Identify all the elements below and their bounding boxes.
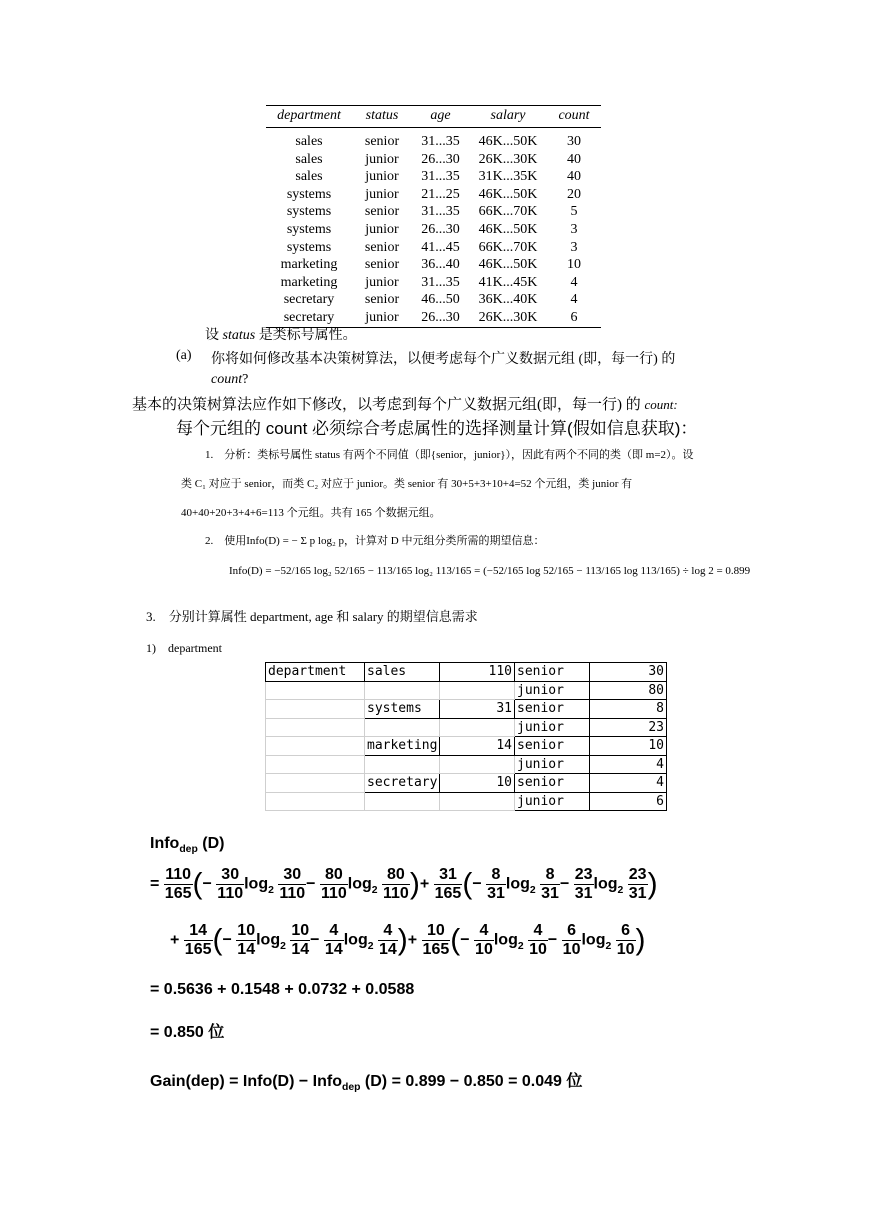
table-cell: secretary [365,774,440,793]
table-cell [266,792,365,811]
table-cell: department [266,663,365,682]
table-cell: systems [286,204,332,220]
table-cell: 4 [570,274,578,290]
table-cell: junior [515,755,590,774]
table-cell: 66K...70K [478,204,538,220]
table-cell: senior [364,257,400,273]
table-cell: 31...35 [421,274,460,290]
table-cell [365,755,440,774]
table-cell: 36...40 [421,257,460,273]
table-cell: systems [286,239,332,255]
step3-sub-department: 1) department [146,641,222,655]
gain-rest: (D) = 0.899 − 0.850 = 0.049 位 [360,1073,583,1090]
table-cell: 3 [570,239,578,255]
table-row [266,203,601,221]
frac: $\frac{10}{165}$ [422,922,450,958]
table-cell: junior [515,681,590,700]
note-text-2: 是类标号属性。 [255,328,357,343]
table-cell: 31 [440,700,515,719]
table-cell: 23 [590,718,667,737]
table-cell: 6 [547,309,601,327]
table-cell: 4 [590,774,667,793]
step1-line-a: 1. 分析：类标号属性 status 有两个不同值（即{senior，junior}），因此有两个不同的类（即 m=2）。设 [205,449,694,461]
table-row [266,151,601,169]
status-note [205,324,357,344]
generalized-data-table [266,105,601,328]
table-cell: marketing [280,257,338,273]
table-cell: 26...30 [412,309,469,327]
table-cell: junior [515,792,590,811]
table-cell [440,681,515,700]
frac: $\frac{80}{110}$ [320,866,347,902]
table-row [266,681,667,700]
table-cell [266,718,365,737]
table-row [266,663,667,682]
frac: $\frac{8}{31}$ [487,866,505,902]
infodep-formula-line-1: = $\frac{110}{165}$ (− $\frac{30}{110}$ $\log_2$ $\frac{30}{110}$ − $\frac{80}{110}$ $\log_2$ $\frac{80}{110}$ )+ $\frac{31}{165}$ (− $\frac{8}{31}$ $\log_2$ $\frac{8}{31}$ − $\frac{23}{31}$ $\log_2$ $\frac{23}{31}$ ) [150,866,658,902]
frac: $\frac{6}{10}$ [616,922,635,958]
infodep-text: Info [150,835,180,852]
step1-line-c: 40+40+20+3+4+6=113 个元组。共有 165 个数据元组。 [181,507,441,519]
table-cell: 46...50 [421,292,460,308]
table-cell: 26K...30K [469,309,547,327]
frac: $\frac{10}{14}$ [237,922,256,958]
table-cell [266,737,365,756]
frac: $\frac{4}{10}$ [529,922,547,958]
table-cell: 10 [567,257,581,273]
col-header-count: count [547,106,601,128]
table-row [266,221,601,239]
step3-heading: 3. 分别计算属性 department, age 和 salary 的期望信息需求 [146,609,478,624]
answer-count-em: count: [644,397,678,412]
answer-text: 基本的决策树算法应作如下修改，以考虑到每个广义数据元组(即，每一行) 的 [132,397,641,413]
table-cell [266,681,365,700]
table-cell: systems [286,221,332,237]
frac: $\frac{6}{10}$ [562,922,581,958]
table-cell: senior [515,737,590,756]
table-cell: senior [364,239,400,255]
table-cell: 10 [590,737,667,756]
table-row [266,186,601,204]
question-mark: ? [242,372,249,387]
col-header-status: status [352,106,412,128]
table-cell: senior [364,204,400,220]
table-cell: 30 [590,663,667,682]
step2-line: 2. 使用Info(D) = − Σ p log₂ p，计算对 D 中元组分类所需的期望信息： [205,535,545,547]
table-row [266,168,601,186]
question-text: 你将如何修改基本决策树算法，以便考虑每个广义数据元组 (即，每一行) 的 [211,352,676,367]
table-cell: senior [515,663,590,682]
table-cell: 40 [567,169,581,185]
table-cell: marketing [280,274,338,290]
table-body [266,128,601,328]
frac: $\frac{4}{14}$ [324,922,343,958]
table-cell: senior [364,134,400,149]
table-row [266,256,601,274]
table-cell: 6 [590,792,667,811]
table-cell: junior [365,186,399,202]
table-cell: 46K...50K [478,221,538,237]
table-cell [266,700,365,719]
frac: $\frac{80}{110}$ [383,866,409,902]
table-row [266,291,601,309]
frac: $\frac{10}{14}$ [291,922,310,958]
note-text: 设 [205,328,223,343]
infodep-sub: dep [179,844,198,856]
table-cell [440,718,515,737]
table-cell: secretary [283,292,335,308]
note-emph: status [222,328,256,343]
table-row [266,737,667,756]
infodep-arg: (D) [197,835,225,852]
table-row [266,239,601,257]
infodep-result-line: = 0.850 位 [150,1024,225,1041]
table-cell: 110 [440,663,515,682]
table-cell: 5 [570,204,578,220]
table-cell: 66K...70K [478,239,538,255]
table-cell: 26...30 [421,221,460,237]
frac: $\frac{30}{110}$ [279,866,306,902]
table-cell: 31...35 [421,134,460,149]
table-cell: sales [295,134,323,149]
answer-line-1 [132,393,678,414]
gain-sub: dep [341,1082,361,1094]
table-row [266,792,667,811]
table-cell: junior [352,309,412,327]
infodep-label [150,835,224,855]
table-cell: 80 [590,681,667,700]
table-cell [440,792,515,811]
col-header-age: age [412,106,469,128]
table-cell [365,792,440,811]
table-cell [365,681,440,700]
table-cell: 4 [590,755,667,774]
table-cell: junior [515,718,590,737]
table-cell: 30 [567,134,581,149]
table-cell: 4 [570,292,578,308]
table-cell: senior [515,774,590,793]
question-count [211,372,248,388]
table-cell: marketing [365,737,440,756]
gain-text: Gain(dep) = Info(D) − Info [150,1073,342,1090]
table-cell: 21...25 [421,186,460,202]
table-cell [440,755,515,774]
table-cell: 31K...35K [478,169,538,185]
question-count-em: count [211,372,243,387]
table-cell: senior [515,700,590,719]
department-table-body [266,663,667,811]
table-cell [365,718,440,737]
frac: $\frac{4}{10}$ [475,922,493,958]
table-cell: 46K...50K [478,257,538,273]
table-cell: junior [365,274,399,290]
table-cell: 41K...45K [478,274,538,290]
table-cell: 46K...50K [478,134,538,149]
table-cell: 10 [440,774,515,793]
step1-line-b: 类 C₁ 对应于 senior，而类 C₂ 对应于 junior。类 senior 有 30+5+3+10+4=52 个元组，类 junior 有 [181,478,633,490]
frac: $\frac{23}{31}$ [574,866,593,902]
table-cell: sales [295,169,323,185]
table-cell: 46K...50K [478,186,538,202]
department-count-table [265,662,667,811]
answer-line-2: 每个元组的 count 必须综合考虑属性的选择测量计算(假如信息获取)： [176,419,698,438]
gain-dep-line [150,1068,582,1093]
table-cell: 41...45 [421,239,460,255]
table-cell [266,755,365,774]
table-cell: 31...35 [421,204,460,220]
table-cell: junior [365,221,399,237]
table-header-row [266,106,601,128]
frac: $\frac{23}{31}$ [628,866,647,902]
table-cell: junior [365,151,399,167]
table-row [266,274,601,292]
infodep-sum-line: = 0.5636 + 0.1548 + 0.0732 + 0.0588 [150,981,415,998]
table-cell: 40 [567,151,581,167]
table-cell: systems [286,186,332,202]
table-row [266,128,601,151]
frac: $\frac{31}{165}$ [434,866,462,902]
table-cell [266,774,365,793]
table-cell: 26...30 [421,151,460,167]
table-row [266,700,667,719]
table-row [266,774,667,793]
table-cell: secretary [266,309,352,327]
table-cell: junior [365,169,399,185]
table-cell: 8 [590,700,667,719]
frac: $\frac{30}{110}$ [217,866,244,902]
table-cell: 36K...40K [478,292,538,308]
table-row [266,755,667,774]
table-cell: 26K...30K [478,151,538,167]
info-d-equation: Info(D) = −52/165 log₂ 52/165 − 113/165 log₂ 113/165 = (−52/165 log 52/165 − 113/165 log 113/165) ÷ log 2 = 0.899 [229,565,751,577]
table-row [266,718,667,737]
table-cell: systems [365,700,440,719]
col-header-salary: salary [469,106,547,128]
table-cell: 3 [570,221,578,237]
infodep-formula-line-2: + $\frac{14}{165}$ (− $\frac{10}{14}$ $\log_2$ $\frac{10}{14}$ − $\frac{4}{14}$ $\log_2$ $\frac{4}{14}$ )+ $\frac{10}{165}$ (− $\frac{4}{10}$ $\log_2$ $\frac{4}{10}$ − $\frac{6}{10}$ $\log_2$ $\frac{6}{10}$ ) [170,922,646,958]
table-cell: 14 [440,737,515,756]
frac: $\frac{4}{14}$ [378,922,397,958]
table-cell: senior [364,292,400,308]
table-cell: 20 [567,186,581,202]
table-cell: sales [295,151,323,167]
frac: $\frac{110}{165}$ [164,866,192,902]
question-label: (a) [176,348,192,363]
table-cell: 31...35 [421,169,460,185]
frac: $\frac{14}{165}$ [184,922,212,958]
frac: $\frac{8}{31}$ [541,866,559,902]
col-header-department: department [266,106,352,128]
table-cell: sales [365,663,440,682]
